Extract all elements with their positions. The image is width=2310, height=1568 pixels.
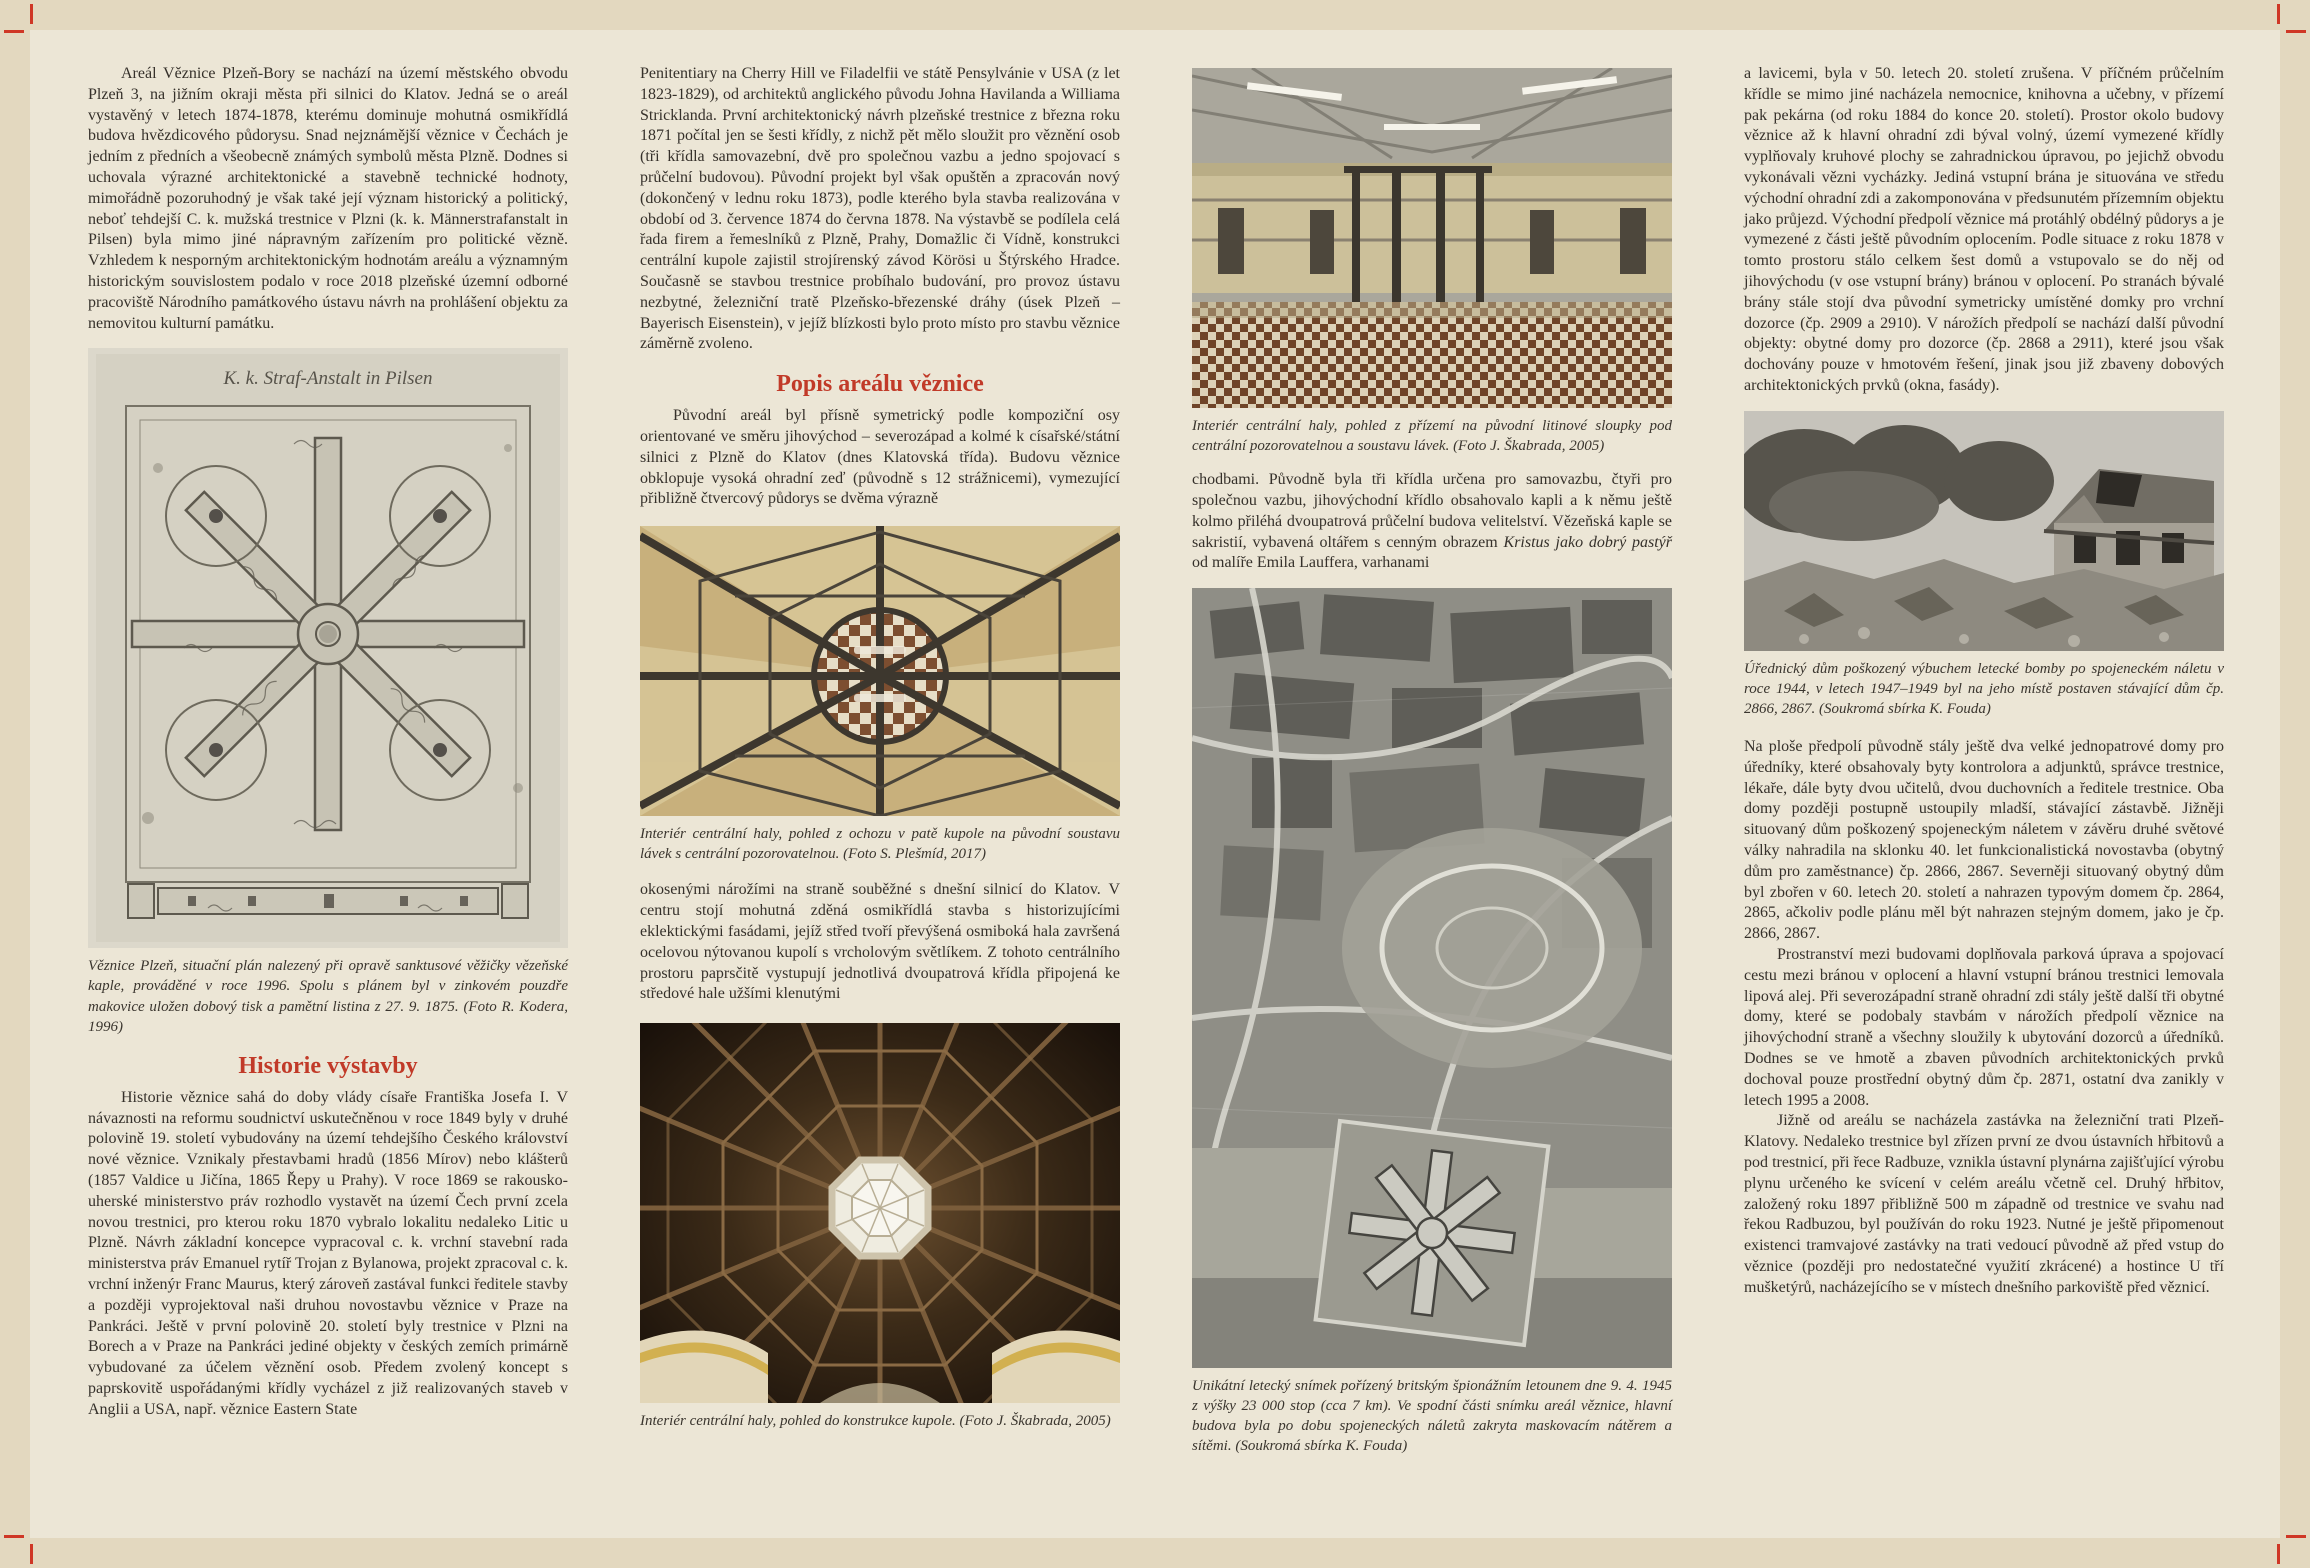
site-plan-photo bbox=[88, 348, 568, 948]
figure-aerial-photo bbox=[1192, 588, 1672, 1368]
figure-site-plan bbox=[88, 348, 568, 948]
crop-mark-bottom-left-v bbox=[30, 1544, 33, 1564]
crop-mark-top-left-h bbox=[4, 30, 24, 33]
layout-paragraph: a lavicemi, byla v 50. letech 20. století zrušena. V příčném průčelním křídle se mimo jiné nacházela nemocnice, knihovna a učebny, v přízemí pak pekárna (od roku 1884 do konce 20. století). Prostor okolo budovy věznice až k hlavní ohradní zdi býval volný, území vymezené křídly vyplňovaly kruhové plochy se zahradnickou úpravou, po jejichž obvodu vykonávali vězni vycházky. Jediná vstupní brána je situována ve středu východní ohradní zdi a zakomponována v předsunutém přízemním objektu jako průjezd. Východní předpolí věznice má protáhlý obdélný půdorys a je vymezené z části ještě původním oplocením. Podle situace z roku 1878 v tomto prostoru stálo celkem šest domů a vstupovalo se do něj od jihovýchodu (v ose vstupní brány) bránou v oplocení. Po stranách bývalé brány stále stojí dva původní symetricky umístěné domky pro vrchní dozorce (čp. 2909 a 2910). V nárožích předpolí se nachází další původní objekty: obytné domy pro dozorce (čp. 2868 a 2911), které jsou však dochovány pouze v hmotovém řešení, jinak jsou již zbaveny dobových architektonických prvků (okna, fasády). bbox=[1744, 65, 2224, 394]
wings-paragraph-end: od malíře Emila Lauffera, varhanami bbox=[1192, 554, 1430, 572]
bombed-house-photo bbox=[1744, 411, 2224, 651]
column-2 bbox=[640, 64, 1120, 1457]
column-4 bbox=[1744, 64, 2224, 1457]
description-paragraph: Původní areál byl přísně symetrický podle kompoziční osy orientované ve směru jihovýchod – severozápad a kolmé k císařské/státní silnici z Plzně do Klatov (dnes Klatovská třída). Budovu věznice obklopuje vysoká ohradní zeď (původně s 12 strážnicemi), vymezující přibližně čtvercový půdorys se dvěma výrazně bbox=[640, 407, 1120, 508]
crop-mark-bottom-left-h bbox=[4, 1535, 24, 1538]
central-hall-caption: Interiér centrální haly, pohled z přízemí na původní litinové sloupky pod centrální pozorovatelnou a soustavu lávek. (Foto J. Škabrada, 2005) bbox=[1192, 418, 1672, 455]
history-heading: Historie výstavby bbox=[238, 1052, 418, 1079]
intro-paragraph: Areál Věznice Plzeň-Bory se nachází na území městského obvodu Plzeň 3, na jižním okraji města při silnici do Klatov. Jedná se o areál vystavěný v letech 1874-1878, kterému dominuje mohutná osmikřídlá budova hvězdicového půdorysu. Snad nejznámější věznice v Čechách je jedním z předních a všeobecně známých symbolů města Plzně. Dodnes si uchovala výrazné architektonické a stavebně technické hodnoty, mimořádně pozoruhodný je však také její význam historický a politický, neboť tehdejší C. k. mužská trestnice v Plzni (k. k. Männerstrafanstalt in Pilsen) byla mimo jiné nápravným zařízením pro politické vězně. Vzhledem k nesporným architektonickým hodnotám areálu a významným historickým souvislostem podalo v roce 2018 plzeňské územní odborné pracoviště Národního památkového ústavu návrh na prohlášení objektu za nemovitou kulturní památku. bbox=[88, 65, 568, 332]
surroundings-paragraph: Jižně od areálu se nacházela zastávka na železniční trati Plzeň-Klatovy. Nedaleko trestnice byl zřízen první ze dvou ústavních hřbitovů a pod trestnicí, při řece Radbuze, vznikla ústavní plynárna zajišťující výrobu plynu určeného ke svícení v celém areálu včetně cel. Druhý hřbitov, založený roku 1897 přibližně 500 m západně od trestnice ve svahu nad řekou Radbuzou, byl používán do roku 1923. Nutné je ještě připomenout existenci tramvajové zastávky na trati vedoucí původně až před vstup do věznice (později pro nedostatečné využití zkrácené) a hostince U tří mušketýrů, nacházejícího se v místech dnešního parkoviště před věznicí. bbox=[1744, 1112, 2224, 1296]
crop-mark-bottom-right-v bbox=[2277, 1544, 2280, 1564]
figure-central-hall bbox=[1192, 68, 1672, 408]
plan-title-script: K. k. Straf-Anstalt in Pilsen bbox=[223, 368, 433, 390]
aerial-photo bbox=[1192, 588, 1672, 1368]
figure-dome-structure bbox=[640, 1023, 1120, 1403]
description-continuation-paragraph: okosenými nárožími na straně souběžné s dnešní silnicí do Klatov. V centru stojí mohutná zděná osmikřídlá stavba s historizujícími eklektickými fasádami, jejíž střed tvoří převýšená osmiboká hala završená ocelovou nýtovanou kupolí s vrcholovým světlíkem. Z tohoto centrálního prostoru paprsčitě vystupují jednotlivá dvoupatrová křídla připojená ke středové hale užšími klenutými bbox=[640, 881, 1120, 1003]
crop-mark-top-left-v bbox=[30, 4, 33, 24]
description-heading: Popis areálu věznice bbox=[776, 371, 984, 398]
column-layout bbox=[88, 64, 2224, 1457]
wings-paragraph-start: chodbami. Původně byla tři křídla určena pro samovazbu, čtyři pro společnou vazbu, jihovýchodní křídlo obsahovalo kapli a k němu ještě kolmo přiléhá dvoupatrová průčelní budova velitelství. Vězeňská kaple se sakristií, vybavená oltářem s cenným obrazem bbox=[1192, 471, 1672, 551]
figure-dome-gallery bbox=[640, 526, 1120, 816]
crop-mark-top-right-h bbox=[2286, 30, 2306, 33]
dome-structure-caption: Interiér centrální haly, pohled do konstrukce kupole. (Foto J. Škabrada, 2005) bbox=[640, 1413, 1111, 1430]
park-paragraph: Prostranství mezi budovami doplňovala parková úprava a spojovací cestu mezi bránou v oplocení a hlavní vstupní bránou trestnici lemovala lipová alej. Při severozápadní straně ohradní zdi stály ještě další tři obytné domy, které se podobaly stavbám v nárožích předpolí věznice na jihovýchodní straně a všechny sloužily k ubytování dozorců a úředníků. Dodnes se ve hmotě a zbaven původních architektonických prvků dochoval pouze prostřední obytný dům čp. 2871, ostatní dva zanikly v letech 1995 a 2008. bbox=[1744, 946, 2224, 1109]
crop-mark-top-right-v bbox=[2277, 4, 2280, 24]
site-plan-caption: Věznice Plzeň, situační plán nalezený při opravě sanktusové věžičky vězeňské kaple, prováděné v roce 1996. Spolu s plánem byl v zinkovém pouzdře makovice uložen dobový tisk a pamětní listina z 27. 9. 1875. (Foto R. Kodera, 1996) bbox=[88, 958, 568, 1035]
dome-structure-photo bbox=[640, 1023, 1120, 1403]
dome-gallery-caption: Interiér centrální haly, pohled z ochozu v patě kupole na původní soustavu lávek s centrální pozorovatelnou. (Foto S. Plešmíd, 2017) bbox=[640, 826, 1120, 863]
column-1 bbox=[88, 64, 568, 1457]
figure-bombed-house bbox=[1744, 411, 2224, 651]
crop-mark-bottom-right-h bbox=[2286, 1535, 2306, 1538]
officials-houses-paragraph: Na ploše předpolí původně stály ještě dva velké jednopatrové domy pro úředníky, které obsahovaly byty kontrolora a adjunktů, správce trestnice, lékaře, dále byty dvou učitelů, dvou duchovních a ředitele trestnice. Oba domy později postupně ustoupily mladší, stávající zástavbě. Jižněji situovaný dům poškozený spojeneckým náletem v závěru druhé světové války nahradila na sklonku 40. let funkcionalistická novostavba (obytný dům pro zaměstnance) čp. 2866, 2867. Severněji situovaný obytný dům byl zbořen v 60. letech 20. století a nahrazen typovým domem čp. 2864, 2865, ačkoliv podle plánu měl být nahrazen stejným domem, jako je čp. 2866, 2867. bbox=[1744, 738, 2224, 943]
column-3 bbox=[1192, 64, 1672, 1457]
history-paragraph: Historie věznice sahá do doby vlády císaře Františka Josefa I. V návaznosti na reformu soudnictví uskutečněnou v roce 1849 byly v druhé polovině 19. století vybudovány na území tehdejšího Českého království nové věznice. Vznikaly přestavbami hradů (1856 Mírov) nebo klášterů (1857 Valdice u Jičína, 1865 Řepy u Prahy). V roce 1869 se rakousko-uherské ministerstvo práv rozhodlo vystavět na území Čech první zcela novou trestnici, pro kterou roku 1870 vybralo lokalitu nedaleko Litic u Plzně. Návrh základní koncepce vypracoval c. k. vrchní stavební rada ministerstva práv Emanuel rytíř Trojan z Bylanowa, projekt zpracoval c. k. vrchní inženýr Franc Maurus, který zároveň zastával funkci ředitele stavby a později vyprojektoval naši druhou novostavbu věznice v Praze na Pankráci. Ještě v první polovině 20. století byly trestnice v Plzni na Borech a v Praze na Pankráci jediné objekty v českých zemích primárně vybudované za účelem věznění osob. Předem zvolený koncept s paprskovitě uspořádanými křídly vycházel z již realizovaných staveb v Anglii a USA, např. věznice Eastern State bbox=[88, 1088, 568, 1418]
brochure-page bbox=[30, 30, 2280, 1538]
dome-gallery-photo bbox=[640, 526, 1120, 816]
aerial-photo-caption: Unikátní letecký snímek pořízený britským špionážním letounem dne 9. 4. 1945 z výšky 23 000 stop (cca 7 km). Ve spodní části snímku areál věznice, hlavní budova byla po dobu spojeneckých náletů zakryta maskovacím nátěrem a sítěmi. (Soukromá sbírka K. Fouda) bbox=[1192, 1378, 1672, 1455]
construction-paragraph: Penitentiary na Cherry Hill ve Filadelfii ve státě Pensylvánie v USA (z let 1823-1829), od architektů anglického původu Johna Havilanda a Williama Stricklanda. První architektonický návrh plzeňské trestnice z března roku 1871 počítal jen se šesti křídly, z nichž pět mělo sloužit pro věznění osob (tři křídla samovazební, dvě pro společnou vazbu a jedno spojovací s průčelní budovou). Původní projekt byl však opuštěn a zpracován nový (dokončený v lednu roku 1873), podle kterého byla stavba realizována v období od 3. července 1874 do června 1878. Na výstavbě se podílela celá řada firem a řemeslníků z Plzně, Prahy, Domažlic či Vídně, konstrukci centrální kupole zajistil strojírenský závod Körösi u Štýrského Hradce. Současně se stavbou trestnice probíhalo budování, pro provoz ústavu nezbytné, železniční tratě Plzeňsko-březenské dráhy (úsek Plzeň – Bayerisch Eisenstein), v jejíž blízkosti bylo proto místo pro stavbu věznice záměrně zvoleno. bbox=[640, 65, 1120, 353]
bombed-house-caption: Úřednický dům poškozený výbuchem letecké bomby po spojeneckém náletu v roce 1944, v letech 1947–1949 byl na jeho místě postaven stávající dům čp. 2866, 2867. (Soukromá sbírka K. Fouda) bbox=[1744, 660, 2224, 717]
wings-paragraph bbox=[1192, 470, 1672, 574]
painting-title: Kristus jako dobrý pastýř bbox=[1503, 533, 1672, 551]
central-hall-photo bbox=[1192, 68, 1672, 408]
